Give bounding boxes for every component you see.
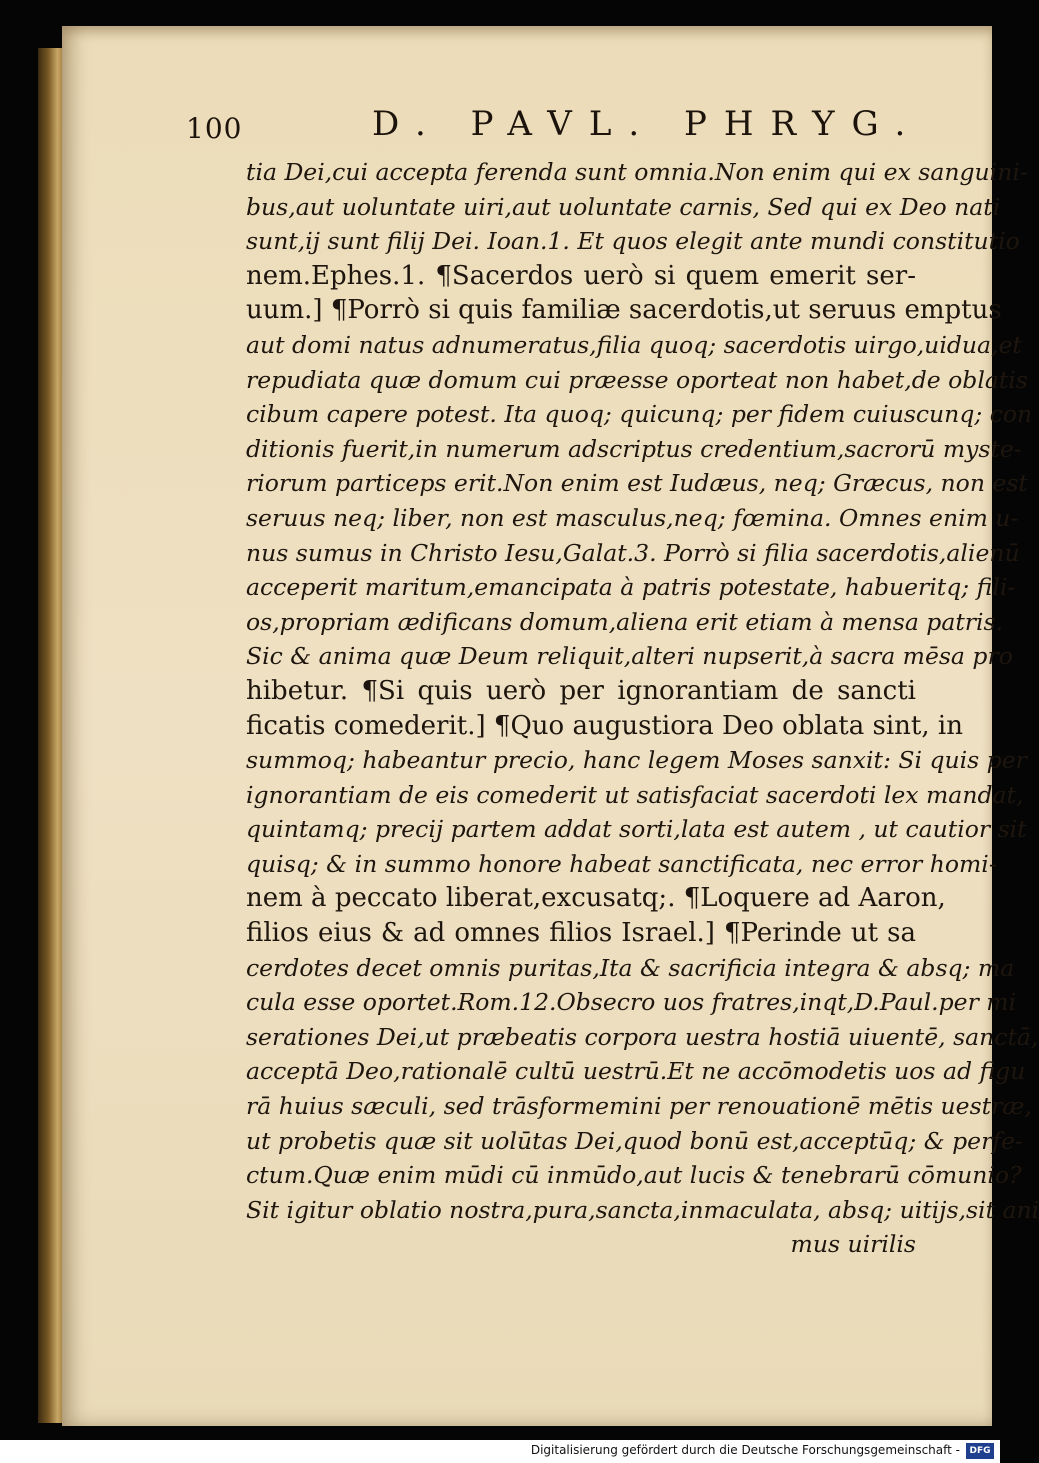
text-line: acceperit maritum,emancipata à patris potestate, habueritq; fili- [246,573,1016,602]
text-line: sunt,ij sunt filij Dei. Ioan.1. Et quos elegit ante mundi constitutio [246,227,1020,256]
text-line: cerdotes decet omnis puritas,Ita & sacrificia integra & absq; ma [246,953,1015,982]
text-line: ditionis fuerit,in numerum adscriptus credentium,sacrorū myste- [246,434,1022,463]
footer-credit: Digitalisierung gefördert durch die Deutsche Forschungsgemeinschaft - [530,1443,960,1457]
text-line: cibum capere potest. Ita quoq; quicunq; per fidem cuiuscunq; con [246,400,1033,429]
text-line: Sit igitur oblatio nostra,pura,sancta,inmaculata, absq; uitijs,sit ani [246,1195,1039,1224]
text-line: summoq; habeantur precio, hanc legem Moses sanxit: Si quis per [246,746,1027,775]
book-edge [38,48,64,1423]
text-line: nem.Ephes.1. ¶Sacerdos uerò si quem emerit ser- [246,260,916,291]
text-line: ficatis comederit.] ¶Quo augustiora Deo oblata sint, in [246,710,963,741]
text-line: quintamq; precij partem addat sorti,lata est autem , ut cautior sit [246,815,1027,844]
text-line: Sic & anima quæ Deum reliquit,alteri nupserit,à sacra mēsa pro [246,642,1013,671]
text-line: nus sumus in Christo Iesu,Galat.3. Porrò si filia sacerdotis,alienū [246,538,1020,567]
text-line: riorum particeps erit.Non enim est Iudæus, neq; Græcus, non est [246,469,1028,498]
text-line: acceptā Deo,rationalē cultū uestrū.Et ne accōmodetis uos ad figu [246,1057,1026,1086]
text-line: bus,aut uoluntate uiri,aut uoluntate carnis, Sed qui ex Deo nati [246,192,1001,221]
text-line: nem à peccato liberat,excusatq;. ¶Loquere ad Aaron, [246,883,946,914]
digitization-footer [0,1440,1000,1463]
text-line: serationes Dei,ut præbeatis corpora uestra hostiā uiuentē, sanctā, [246,1022,1039,1051]
catchword: mus uirilis [790,1230,916,1259]
running-head: D. PAVL. PHRYG. [372,104,923,144]
text-line: quisq; & in summo honore habeat sanctificata, nec error homi- [246,849,997,878]
text-line: ut probetis quæ sit uolūtas Dei,quod bonū est,acceptūq; & perfe- [246,1126,1023,1155]
text-line: tia Dei,cui accepta ferenda sunt omnia.Non enim qui ex sanguini- [246,158,1028,186]
text-line: ignorantiam de eis comederit ut satisfaciat sacerdoti lex mandat, [246,780,1024,809]
dfg-logo-icon: DFG [966,1443,994,1459]
text-line: os,propriam ædificans domum,aliena erit etiam à mensa patris. [246,607,1004,636]
text-line: repudiata quæ domum cui præesse oporteat non habet,de oblatis [246,365,1028,394]
text-line: hibetur. ¶Si quis uerò per ignorantiam de sancti [246,675,916,706]
text-line: ctum.Quæ enim mūdi cū inmūdo,aut lucis & tenebrarū cōmunio? [246,1161,1022,1190]
text-line: uum.] ¶Porrò si quis familiæ sacerdotis,ut seruus emptus [246,295,1002,326]
text-line: aut domi natus adnumeratus,filia quoq; sacerdotis uirgo,uidua,et [246,330,1022,359]
text-block [246,155,1039,1262]
text-line: seruus neq; liber, non est masculus,neq; fœmina. Omnes enim u- [246,503,1019,532]
text-line: cula esse oportet.Rom.12.Obsecro uos fratres,inqt,D.Paul.per mi [246,988,1017,1017]
page-number: 100 [186,112,243,145]
text-line: filios eius & ad omnes filios Israel.] ¶Perinde ut sa [246,918,916,949]
text-line: rā huius sæculi, sed trāsformemini per renouationē mētis uestræ, [246,1092,1032,1121]
